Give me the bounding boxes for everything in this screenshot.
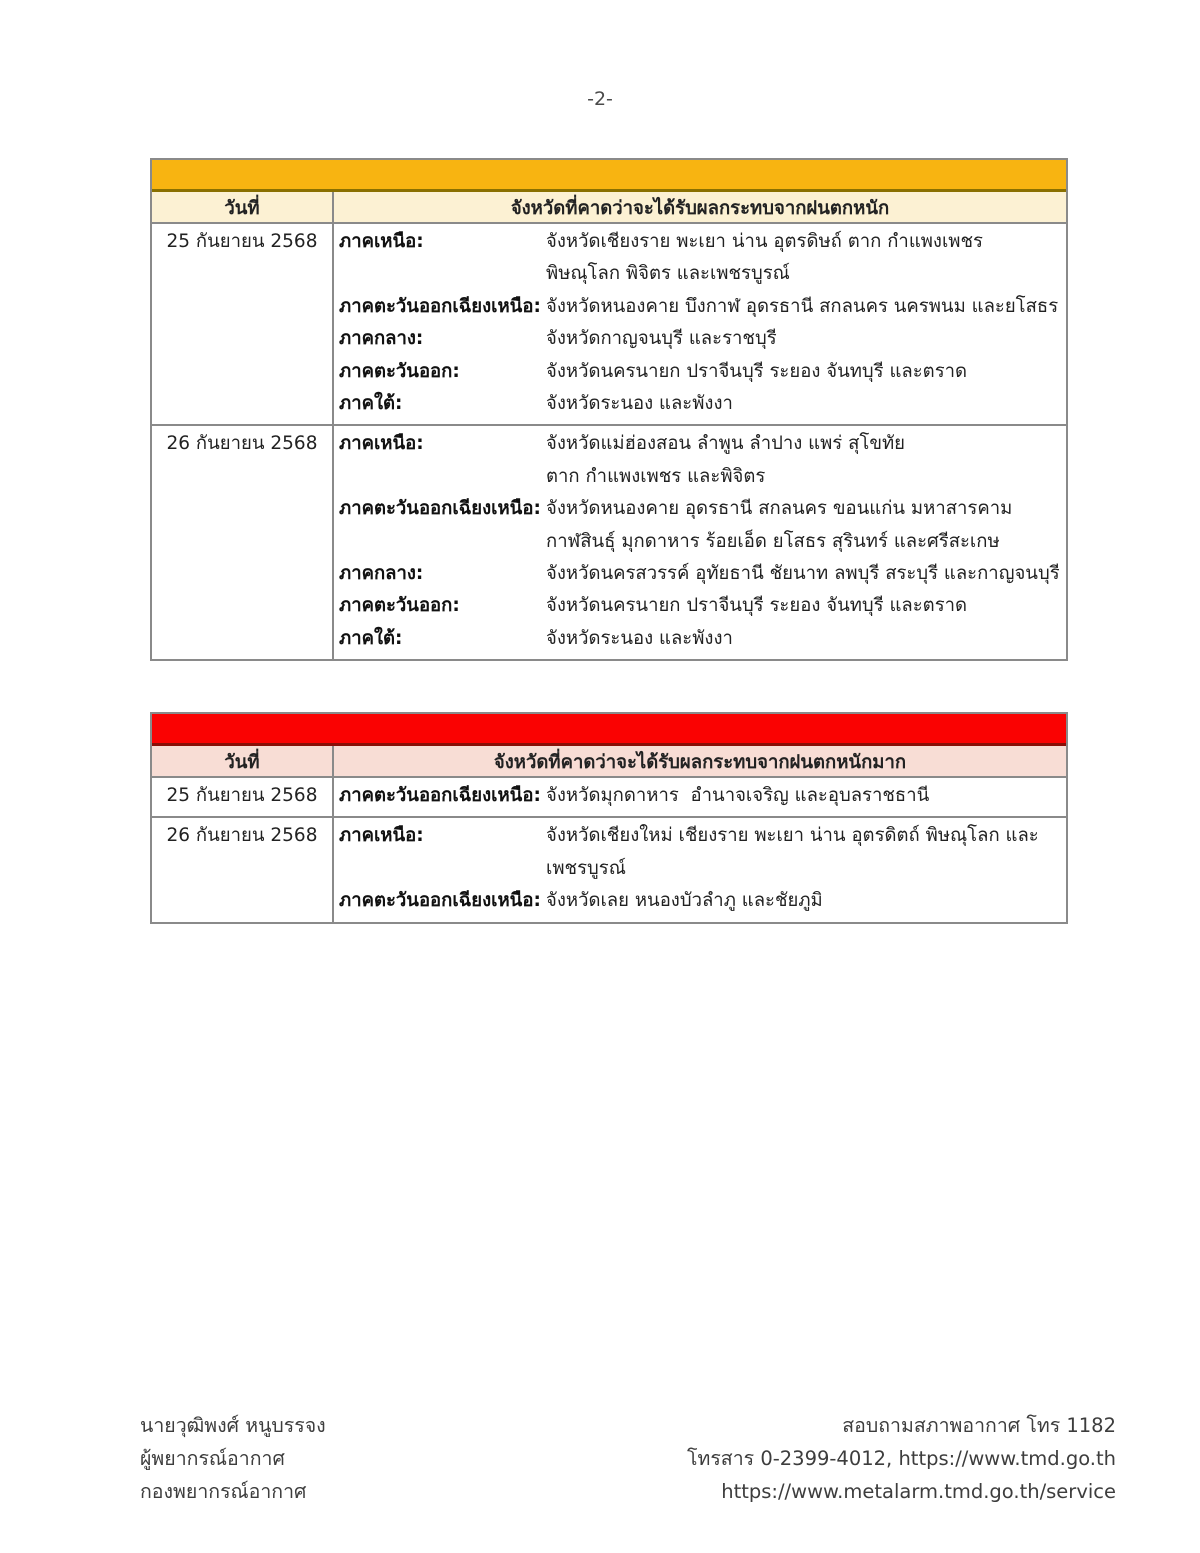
province-line: พิษณุโลก พิจิตร และเพชรบูรณ์ <box>546 263 790 285</box>
province-line: จังหวัดนครนายก ปราจีนบุรี ระยอง จันทบุรี และตราด <box>546 360 968 382</box>
region-row <box>339 323 1060 355</box>
regions-cell <box>334 224 1066 424</box>
province-line: จังหวัดหนองคาย บึงกาฬ อุดรธานี สกลนคร นครพนม และยโสธร <box>546 295 1059 317</box>
region-row <box>339 820 1060 885</box>
province-lines <box>546 291 1060 323</box>
table-row <box>152 222 1066 424</box>
region-label: ภาคเหนือ: <box>339 231 424 252</box>
regions-cell <box>334 818 1066 921</box>
region-row <box>339 226 1060 291</box>
region-label: ภาคใต้: <box>339 627 403 649</box>
date-cell: 25 กันยายน 2568 <box>152 778 334 816</box>
forecaster-signature-block <box>140 1410 326 1508</box>
province-line: จังหวัดกาญจนบุรี และราชบุรี <box>546 328 777 350</box>
contact-info-block <box>687 1410 1116 1508</box>
region-row <box>339 780 1060 812</box>
column-header-provinces: จังหวัดที่คาดว่าจะได้รับผลกระทบจากฝนตกหนัก <box>510 198 890 219</box>
region-label: ภาคตะวันออกเฉียงเหนือ: <box>339 498 541 520</box>
fax-and-website: โทรสาร 0-2399-4012, https://www.tmd.go.th <box>687 1446 1116 1470</box>
region-label: ภาคกลาง: <box>339 328 424 350</box>
region-label: ภาคเหนือ: <box>339 433 424 455</box>
forecaster-title: ผู้พยากรณ์อากาศ <box>140 1446 285 1470</box>
region-row <box>339 623 1060 655</box>
province-line: กาฬสินธุ์ มุกดาหาร ร้อยเอ็ด ยโสธร สุรินทร์ และศรีสะเกษ <box>546 530 1000 552</box>
region-label: ภาคใต้: <box>339 393 403 415</box>
province-line: จังหวัดระนอง และพังงา <box>546 393 733 415</box>
province-lines <box>546 226 1060 291</box>
region-row <box>339 590 1060 622</box>
date-cell: 25 กันยายน 2568 <box>152 224 334 424</box>
province-lines <box>546 820 1060 885</box>
column-header-provinces: จังหวัดที่คาดว่าจะได้รับผลกระทบจากฝนตกหนักมาก <box>493 752 907 773</box>
page-number: -2- <box>587 88 613 110</box>
regions-cell <box>334 426 1066 659</box>
very-heavy-rain-table <box>150 712 1068 924</box>
region-label: ภาคตะวันออก: <box>339 595 460 617</box>
province-line: จังหวัดนครสวรรค์ อุทัยธานี ชัยนาท ลพบุรี สระบุรี และกาญจนบุรี <box>546 563 1060 585</box>
province-lines <box>546 885 1060 917</box>
table-color-band <box>152 714 1066 746</box>
region-label: ภาคเหนือ: <box>339 825 424 847</box>
table-row <box>152 424 1066 659</box>
region-row <box>339 885 1060 917</box>
province-lines <box>546 493 1060 558</box>
province-line: ตาก กำแพงเพชร และพิจิตร <box>546 465 766 487</box>
region-label: ภาคตะวันออก: <box>339 360 460 382</box>
table-header-row <box>152 746 1066 776</box>
province-lines <box>546 558 1060 590</box>
province-lines <box>546 388 1060 420</box>
province-line: จังหวัดแม่ฮ่องสอน ลำพูน ลำปาง แพร่ สุโขทัย <box>546 433 906 455</box>
column-header-date: วันที่ <box>152 746 334 776</box>
region-row <box>339 388 1060 420</box>
province-line: จังหวัดเชียงใหม่ เชียงราย พะเยา น่าน อุตรดิตถ์ พิษณุโลก และเพชรบูรณ์ <box>546 825 1039 879</box>
weather-hotline: สอบถามสภาพอากาศ โทร 1182 <box>842 1414 1116 1437</box>
regions-cell <box>334 778 1066 816</box>
province-lines <box>546 428 1060 493</box>
region-label: ภาคตะวันออกเฉียงเหนือ: <box>339 785 541 806</box>
province-line: จังหวัดหนองคาย อุดรธานี สกลนคร ขอนแก่น มหาสารคาม <box>546 498 1013 520</box>
province-lines <box>546 623 1060 655</box>
region-row <box>339 291 1060 323</box>
province-line: จังหวัดเลย หนองบัวลำภู และชัยภูมิ <box>546 890 823 912</box>
region-row <box>339 493 1060 558</box>
heavy-rain-table <box>150 158 1068 661</box>
region-label: ภาคตะวันออกเฉียงเหนือ: <box>339 295 541 317</box>
province-line: จังหวัดมุกดาหาร อำนาจเจริญ และอุบลราชธานี <box>546 785 930 806</box>
date-cell: 26 กันยายน 2568 <box>152 818 334 921</box>
region-label: ภาคตะวันออกเฉียงเหนือ: <box>339 890 541 912</box>
province-lines <box>546 356 1060 388</box>
table-color-band <box>152 160 1066 192</box>
region-row <box>339 356 1060 388</box>
province-lines <box>546 323 1060 355</box>
date-cell: 26 กันยายน 2568 <box>152 426 334 659</box>
table-header-row <box>152 192 1066 222</box>
region-row <box>339 558 1060 590</box>
table-row <box>152 776 1066 816</box>
region-label: ภาคกลาง: <box>339 563 424 585</box>
region-row <box>339 428 1060 493</box>
province-line: จังหวัดระนอง และพังงา <box>546 627 733 649</box>
province-lines <box>546 780 1060 812</box>
metalarm-url: https://www.metalarm.tmd.go.th/service <box>721 1479 1116 1503</box>
province-line: จังหวัดเชียงราย พะเยา น่าน อุตรดิษถ์ ตาก กำแพงเพชร <box>546 231 983 252</box>
province-lines <box>546 590 1060 622</box>
forecast-division: กองพยากรณ์อากาศ <box>140 1479 307 1503</box>
table-row <box>152 816 1066 921</box>
column-header-date: วันที่ <box>152 192 334 222</box>
forecaster-name: นายวุฒิพงศ์ หนูบรรจง <box>140 1414 326 1437</box>
page-footer <box>140 1410 1116 1508</box>
province-line: จังหวัดนครนายก ปราจีนบุรี ระยอง จันทบุรี และตราด <box>546 595 968 617</box>
